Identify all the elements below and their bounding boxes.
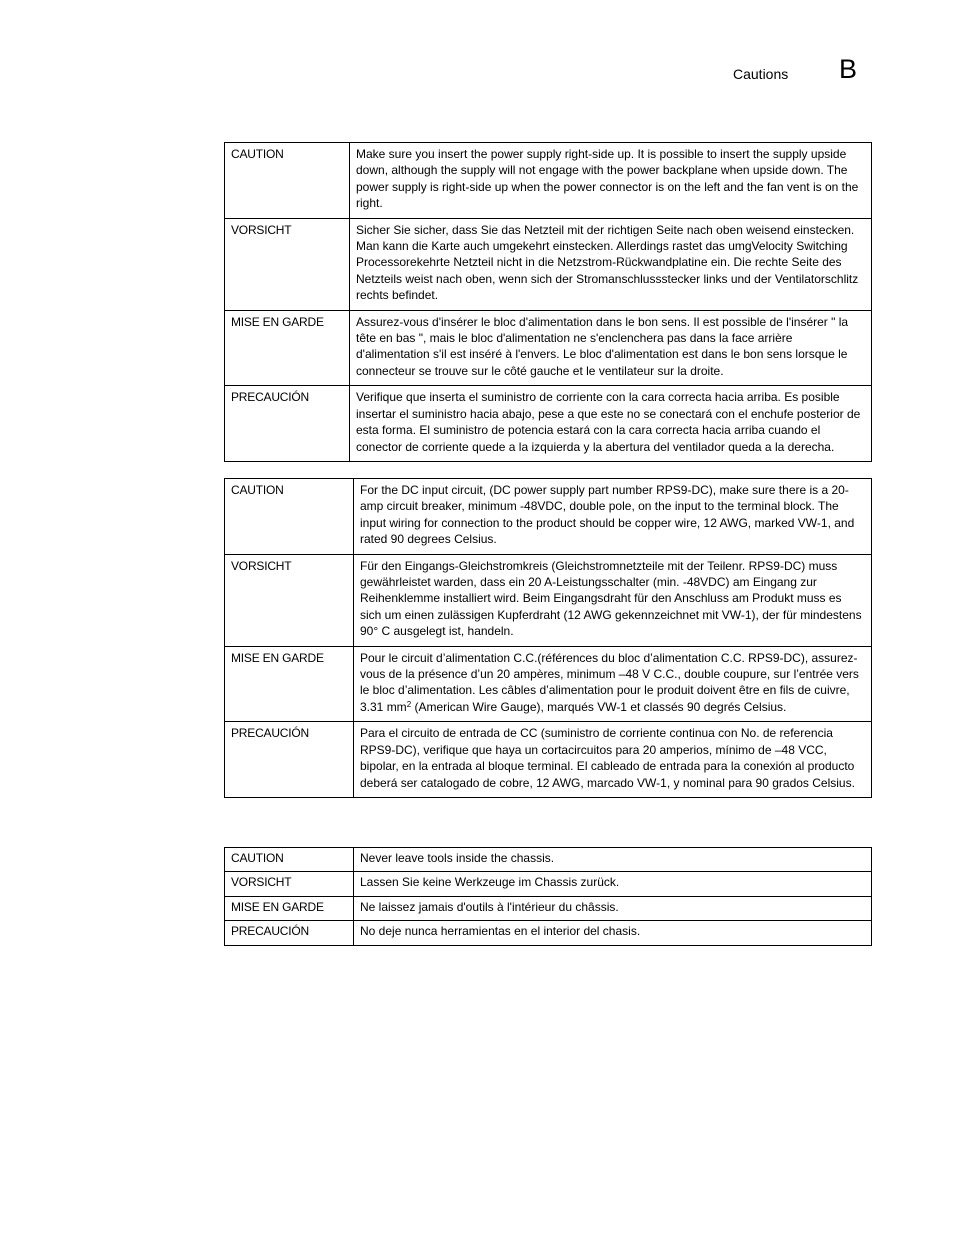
table-row: [225, 218, 872, 310]
caution-label: MISE EN GARDE: [225, 310, 350, 386]
caution-text: Lassen Sie keine Werkzeuge im Chassis zurück.: [354, 872, 872, 896]
caution-text: No deje nunca herramientas en el interior del chasis.: [354, 921, 872, 945]
table-row: [225, 646, 872, 722]
caution-table-tools-in-chassis: [224, 847, 872, 946]
caution-text-part: (American Wire Gauge), marqués VW-1 et classés 90 degrés Celsius.: [411, 699, 787, 714]
caution-label: CAUTION: [225, 848, 354, 872]
table-row: [225, 386, 872, 462]
table-row: [225, 479, 872, 555]
caution-label: VORSICHT: [225, 554, 354, 646]
section-title: Cautions: [733, 66, 789, 82]
caution-label: PRECAUCIÓN: [225, 386, 350, 462]
caution-label: CAUTION: [225, 479, 354, 555]
table-row: [225, 554, 872, 646]
caution-label: VORSICHT: [225, 218, 350, 310]
table-row: [225, 722, 872, 798]
caution-label: PRECAUCIÓN: [225, 722, 354, 798]
table-row: [225, 896, 872, 920]
caution-label: PRECAUCIÓN: [225, 921, 354, 945]
table-row: [225, 872, 872, 896]
appendix-letter: B: [839, 54, 858, 84]
caution-table-dc-input-circuit: [224, 478, 872, 798]
table-row: [225, 143, 872, 219]
caution-label: MISE EN GARDE: [225, 646, 354, 722]
table-row: [225, 848, 872, 872]
caution-text: Assurez-vous d'insérer le bloc d'alimentation dans le bon sens. Il est possible de l'insérer " la tête en bas ", mais le bloc d'alimentation ne s'enclenchera pas dans la face arrière d'alimentation s'il est inséré à l'envers. Le bloc d'alimentation est dans le bon sens lorsque le connecteur se trouve sur le côté gauche et le ventilateur sur la droite.: [350, 310, 872, 386]
caution-table-power-supply-orientation: [224, 142, 872, 462]
caution-label: MISE EN GARDE: [225, 896, 354, 920]
caution-text: Für den Eingangs-Gleichstromkreis (Gleichstromnetzteile mit der Teilenr. RPS9-DC) muss gewährleistet warden, dass ein 20 A-Leistungsschalter (min. -48VDC) am Eingang zur Reihenklemme installiert wird. Beim Eingangsdraht für den Anschluss am Produkt muss es sich um einen zulässigen Kupferdraht (12 AWG gekennzeichnet mit VW-1), der für mindestens 90° C ausgelegt ist, handeln.: [354, 554, 872, 646]
caution-text: Never leave tools inside the chassis.: [354, 848, 872, 872]
caution-text: Verifique que inserta el suministro de corriente con la cara correcta hacia arriba. Es posible insertar el suministro hacia abajo, pese a que este no se conectará con el enchufe posterior de esta forma. El suministro de potencia estará con la cara correcta hacia arriba cuando el conector de corriente quede a la izquierda y la abertura del ventilador queda a la derecha.: [350, 386, 872, 462]
caution-text: Para el circuito de entrada de CC (suministro de corriente continua con No. de referencia RPS9-DC), verifique que haya un cortacircuitos para 20 amperios, mínimo de –48 VCC, bipolar, en la entrada al bloque terminal. El cableado de entrada para la conexión al producto deberá ser catalogado de cobre, 12 AWG, marcado VW-1, y nominal para 90 grados Celsius.: [354, 722, 872, 798]
caution-text: Sicher Sie sicher, dass Sie das Netzteil mit der richtigen Seite nach oben weisend einstecken. Man kann die Karte auch umgekehrt einstecken. Allerdings rastet das umgVelocity Switching Processorekehrte Netzteil nicht in die Netzstrom-Rückwandplatine ein. Die rechte Seite des Netzteils weist nach oben, wenn sich der Stromanschlussstecker links und der Ventilatorschlitz rechts befindet.: [350, 218, 872, 310]
caution-label: VORSICHT: [225, 872, 354, 896]
table-row: [225, 310, 872, 386]
caution-text: For the DC input circuit, (DC power supply part number RPS9-DC), make sure there is a 20-amp circuit breaker, minimum -48VDC, double pole, on the input to the terminal block. The input wiring for connection to the product should be copper wire, 12 AWG, marked VW-1, and rated 90 degrees Celsius.: [354, 479, 872, 555]
caution-text: Ne laissez jamais d'outils à l'intérieur du châssis.: [354, 896, 872, 920]
caution-text: Make sure you insert the power supply right-side up. It is possible to insert the supply upside down, although the supply will not engage with the power backplane when upside down. The power supply is right-side up when the power connector is on the left and the fan vent is on the right.: [350, 143, 872, 219]
caution-label: CAUTION: [225, 143, 350, 219]
caution-text: [354, 646, 872, 722]
superscript-squared: 2: [406, 699, 412, 709]
table-row: [225, 921, 872, 945]
caution-text-part: Pour le circuit d’alimentation C.C.(références du bloc d’alimentation C.C. RPS9-DC), assurez-vous de la présence d’un 20 ampères, minimum –48 V C.C., double coupure, sur l’entrée vers le bloc d’alimentation. Les câbles d’alimentation pour le produit doivent être en fils de cuivre, 3.31 mm: [360, 650, 859, 714]
